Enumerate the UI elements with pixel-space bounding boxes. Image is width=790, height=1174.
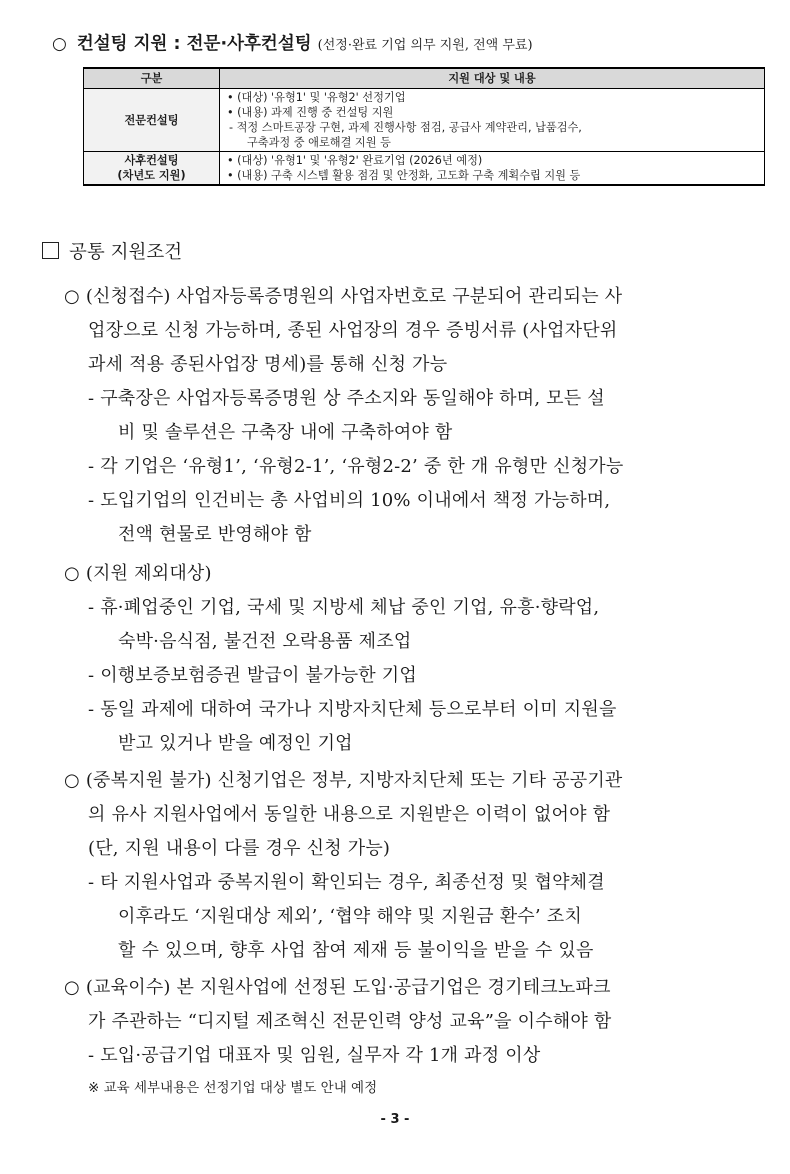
paragraph-line: 전액 현물로 반영해야 함 bbox=[118, 524, 312, 545]
paragraph-line: ○ (중복지원 불가) 신청기업은 정부, 지방자치단체 또는 기타 공공기관 bbox=[64, 770, 623, 791]
consulting-note: (선정·완료 기업 의무 지원, 전액 무료) bbox=[317, 38, 533, 53]
paragraph-line: ○ (교육이수) 본 지원사업에 선정된 도입·공급기업은 경기테크노파크 bbox=[64, 977, 611, 998]
paragraph-line: - 도입·공급기업 대표자 및 임원, 실무자 각 1개 과정 이상 bbox=[88, 1045, 541, 1066]
table-category-cell bbox=[84, 152, 220, 186]
table-line: 구축과정 중 애로해결 지원 등 bbox=[247, 136, 391, 149]
table-content-cell bbox=[220, 89, 765, 152]
consulting-table bbox=[83, 67, 765, 186]
table-row bbox=[84, 89, 765, 152]
table-category-line: 사후컨설팅 bbox=[124, 154, 179, 167]
paragraph-line: - 도입기업의 인건비는 총 사업비의 10% 이내에서 책정 가능하며, bbox=[88, 490, 611, 511]
table-category-line: (차년도 지원) bbox=[117, 169, 186, 182]
consulting-title: 컨설팅 지원 : 전문·사후컨설팅 bbox=[76, 34, 312, 54]
paragraph-line: (단, 지원 내용이 다를 경우 신청 가능) bbox=[88, 838, 391, 859]
table-header-row bbox=[84, 68, 765, 89]
paragraph-line: 숙박·음식점, 불건전 오락용품 제조업 bbox=[118, 631, 412, 652]
table-row bbox=[84, 152, 765, 186]
paragraph-line: 비 및 솔루션은 구축장 내에 구축하여야 함 bbox=[118, 422, 453, 443]
table-line: • (내용) 구축 시스템 활용 점검 및 안정화, 고도화 구축 계획수립 지원 등 bbox=[227, 169, 581, 182]
paragraph-line: 받고 있거나 받을 예정인 기업 bbox=[118, 733, 353, 754]
paragraph-line: 의 유사 지원사업에서 동일한 내용으로 지원받은 이력이 없어야 함 bbox=[88, 804, 611, 825]
table-header-content: 지원 대상 및 내용 bbox=[220, 68, 765, 89]
page-number: - 3 - bbox=[380, 1112, 410, 1127]
paragraph-line: - 이행보증보험증권 발급이 불가능한 기업 bbox=[88, 665, 417, 686]
paragraph-line: - 각 기업은 ‘유형1’, ‘유형2-1’, ‘유형2-2’ 중 한 개 유형만 신청가능 bbox=[88, 456, 624, 477]
section-title: 공통 지원조건 bbox=[69, 242, 183, 263]
table-line: • (대상) '유형1' 및 '유형2' 선정기업 bbox=[227, 91, 406, 104]
table-line: • (대상) '유형1' 및 '유형2' 완료기업 (2026년 예정) bbox=[227, 154, 483, 167]
paragraph-line: - 구축장은 사업자등록증명원 상 주소지와 동일해야 하며, 모든 설 bbox=[88, 388, 605, 409]
paragraph-line: - 동일 과제에 대하여 국가나 지방자치단체 등으로부터 이미 지원을 bbox=[88, 699, 617, 720]
paragraph-line: 이후라도 ‘지원대상 제외’, ‘협약 해약 및 지원금 환수’ 조치 bbox=[118, 906, 582, 927]
paragraph-line: 과세 적용 종된사업장 명세)를 통해 신청 가능 bbox=[88, 354, 448, 375]
paragraph-line: ○ (지원 제외대상) bbox=[64, 563, 212, 584]
table-line: - 적정 스마트공장 구현, 과제 진행사항 점검, 공급사 계약관리, 납품검수, bbox=[229, 121, 582, 134]
paragraph-line: 가 주관하는 “디지털 제조혁신 전문인력 양성 교육”을 이수해야 함 bbox=[88, 1011, 612, 1032]
paragraph-line: 업장으로 신청 가능하며, 종된 사업장의 경우 증빙서류 (사업자단위 bbox=[88, 320, 618, 341]
paragraph-line: - 휴·폐업중인 기업, 국세 및 지방세 체납 중인 기업, 유흥·향락업, bbox=[88, 597, 600, 618]
square-bullet-icon bbox=[42, 242, 59, 259]
paragraph-line: ○ (신청접수) 사업자등록증명원의 사업자번호로 구분되어 관리되는 사 bbox=[64, 286, 623, 307]
table-line: • (내용) 과제 진행 중 컨설팅 지원 bbox=[227, 106, 394, 119]
paragraph-line: 할 수 있으며, 향후 사업 참여 제재 등 불이익을 받을 수 있음 bbox=[118, 940, 594, 961]
consulting-heading bbox=[52, 30, 772, 55]
reference-note: ※ 교육 세부내용은 선정기업 대상 별도 안내 예정 bbox=[88, 1080, 378, 1096]
table-header-category: 구분 bbox=[84, 68, 220, 89]
section-heading bbox=[42, 238, 182, 264]
circle-bullet: ○ bbox=[52, 34, 67, 54]
paragraph-line: - 타 지원사업과 중복지원이 확인되는 경우, 최종선정 및 협약체결 bbox=[88, 872, 605, 893]
table-content-cell bbox=[220, 152, 765, 186]
table-category-cell: 전문컨설팅 bbox=[84, 89, 220, 152]
